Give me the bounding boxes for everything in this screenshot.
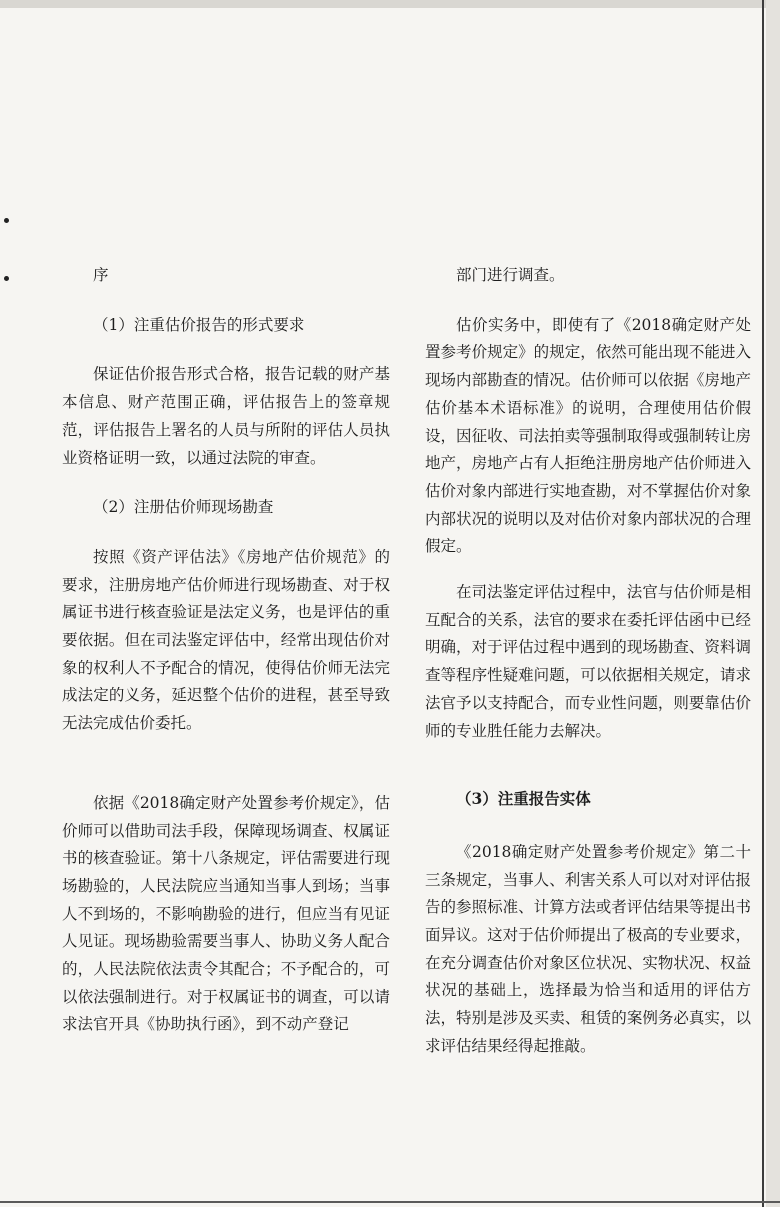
continued-text-fragment: 部门进行调查。 xyxy=(456,266,565,284)
section-heading: （1）注重估价报告的形式要求 xyxy=(93,315,305,334)
body-paragraph: 估价实务中，即使有了《2018确定财产处置参考价规定》的规定，依然可能出现不能进入现场内部勘查的情况。估价师可以依据《房地产估价基本术语标准》的说明，合理使用估价假设，因征收、司法拍卖等强制取得或强制转让房地产，房地产占有人拒绝注册房地产估价师进入估价对象内部进行实地查勘，对不掌握估价对象内部状况的说明以及对估价对象内部状况的合理假定。 xyxy=(425,315,751,556)
page-bottom-border-line xyxy=(0,1201,780,1203)
body-paragraph: 依据《2018确定财产处置参考价规定》，估价师可以借助司法手段，保障现场调查、权属证书的核查验证。第十八条规定，评估需要进行现场勘验的，人民法院应当通知当事人到场；当事人不到场的，不影响勘验的进行，但应当有见证人见证。现场勘验需要当事人、协助义务人配合的，人民法院依法责令其配合；不予配合的，可以依法强制进行。对于权属证书的调查，可以请求法官开具《协助执行函》，到不动产登记 xyxy=(62,793,390,1034)
right-column xyxy=(425,262,751,1061)
continued-text-fragment: 序 xyxy=(93,266,109,284)
binding-mark xyxy=(4,218,9,223)
body-paragraph: 按照《资产评估法》《房地产估价规范》的要求，注册房地产估价师进行现场勘查、对于权属证书进行核查验证是法定义务，也是评估的重要依据。但在司法鉴定评估中，经常出现估价对象的权利人不予配合的情况，使得估价师无法完成法定的义务，延迟整个估价的进程，甚至导致无法完成估价委托。 xyxy=(62,547,390,733)
body-paragraph: 在司法鉴定评估过程中，法官与估价师是相互配合的关系，法官的要求在委托评估函中已经明确，对于评估过程中遇到的现场勘查、资料调查等程序性疑难问题，可以依据相关规定，请求法官予以支持配合，而专业性问题，则要靠估价师的专业胜任能力去解决。 xyxy=(425,583,751,740)
binding-mark xyxy=(4,276,9,281)
left-column xyxy=(62,262,390,1039)
body-paragraph: 《2018确定财产处置参考价规定》第二十三条规定，当事人、利害关系人可以对对评估报告的参照标准、计算方法或者评估结果等提出书面异议。这对于估价师提出了极高的专业要求，在充分调查估价对象区位状况、实物状况、权益状况的基础上，选择最为恰当和适用的评估方法，特别是涉及买卖、租赁的案例务必真实，以求评估结果经得起推敲。 xyxy=(425,842,751,1055)
section-heading: （2）注册估价师现场勘查 xyxy=(93,498,274,517)
section-heading: （3）注重报告实体 xyxy=(456,789,591,809)
body-paragraph: 保证估价报告形式合格，报告记载的财产基本信息、财产范围正确，评估报告上的签章规范，评估报告上署名的人员与所附的评估人员执业资格证明一致，以通过法院的审查。 xyxy=(62,365,390,467)
page-top-edge xyxy=(0,0,780,8)
page-right-edge xyxy=(766,0,780,1207)
page-right-border-line xyxy=(762,0,764,1207)
